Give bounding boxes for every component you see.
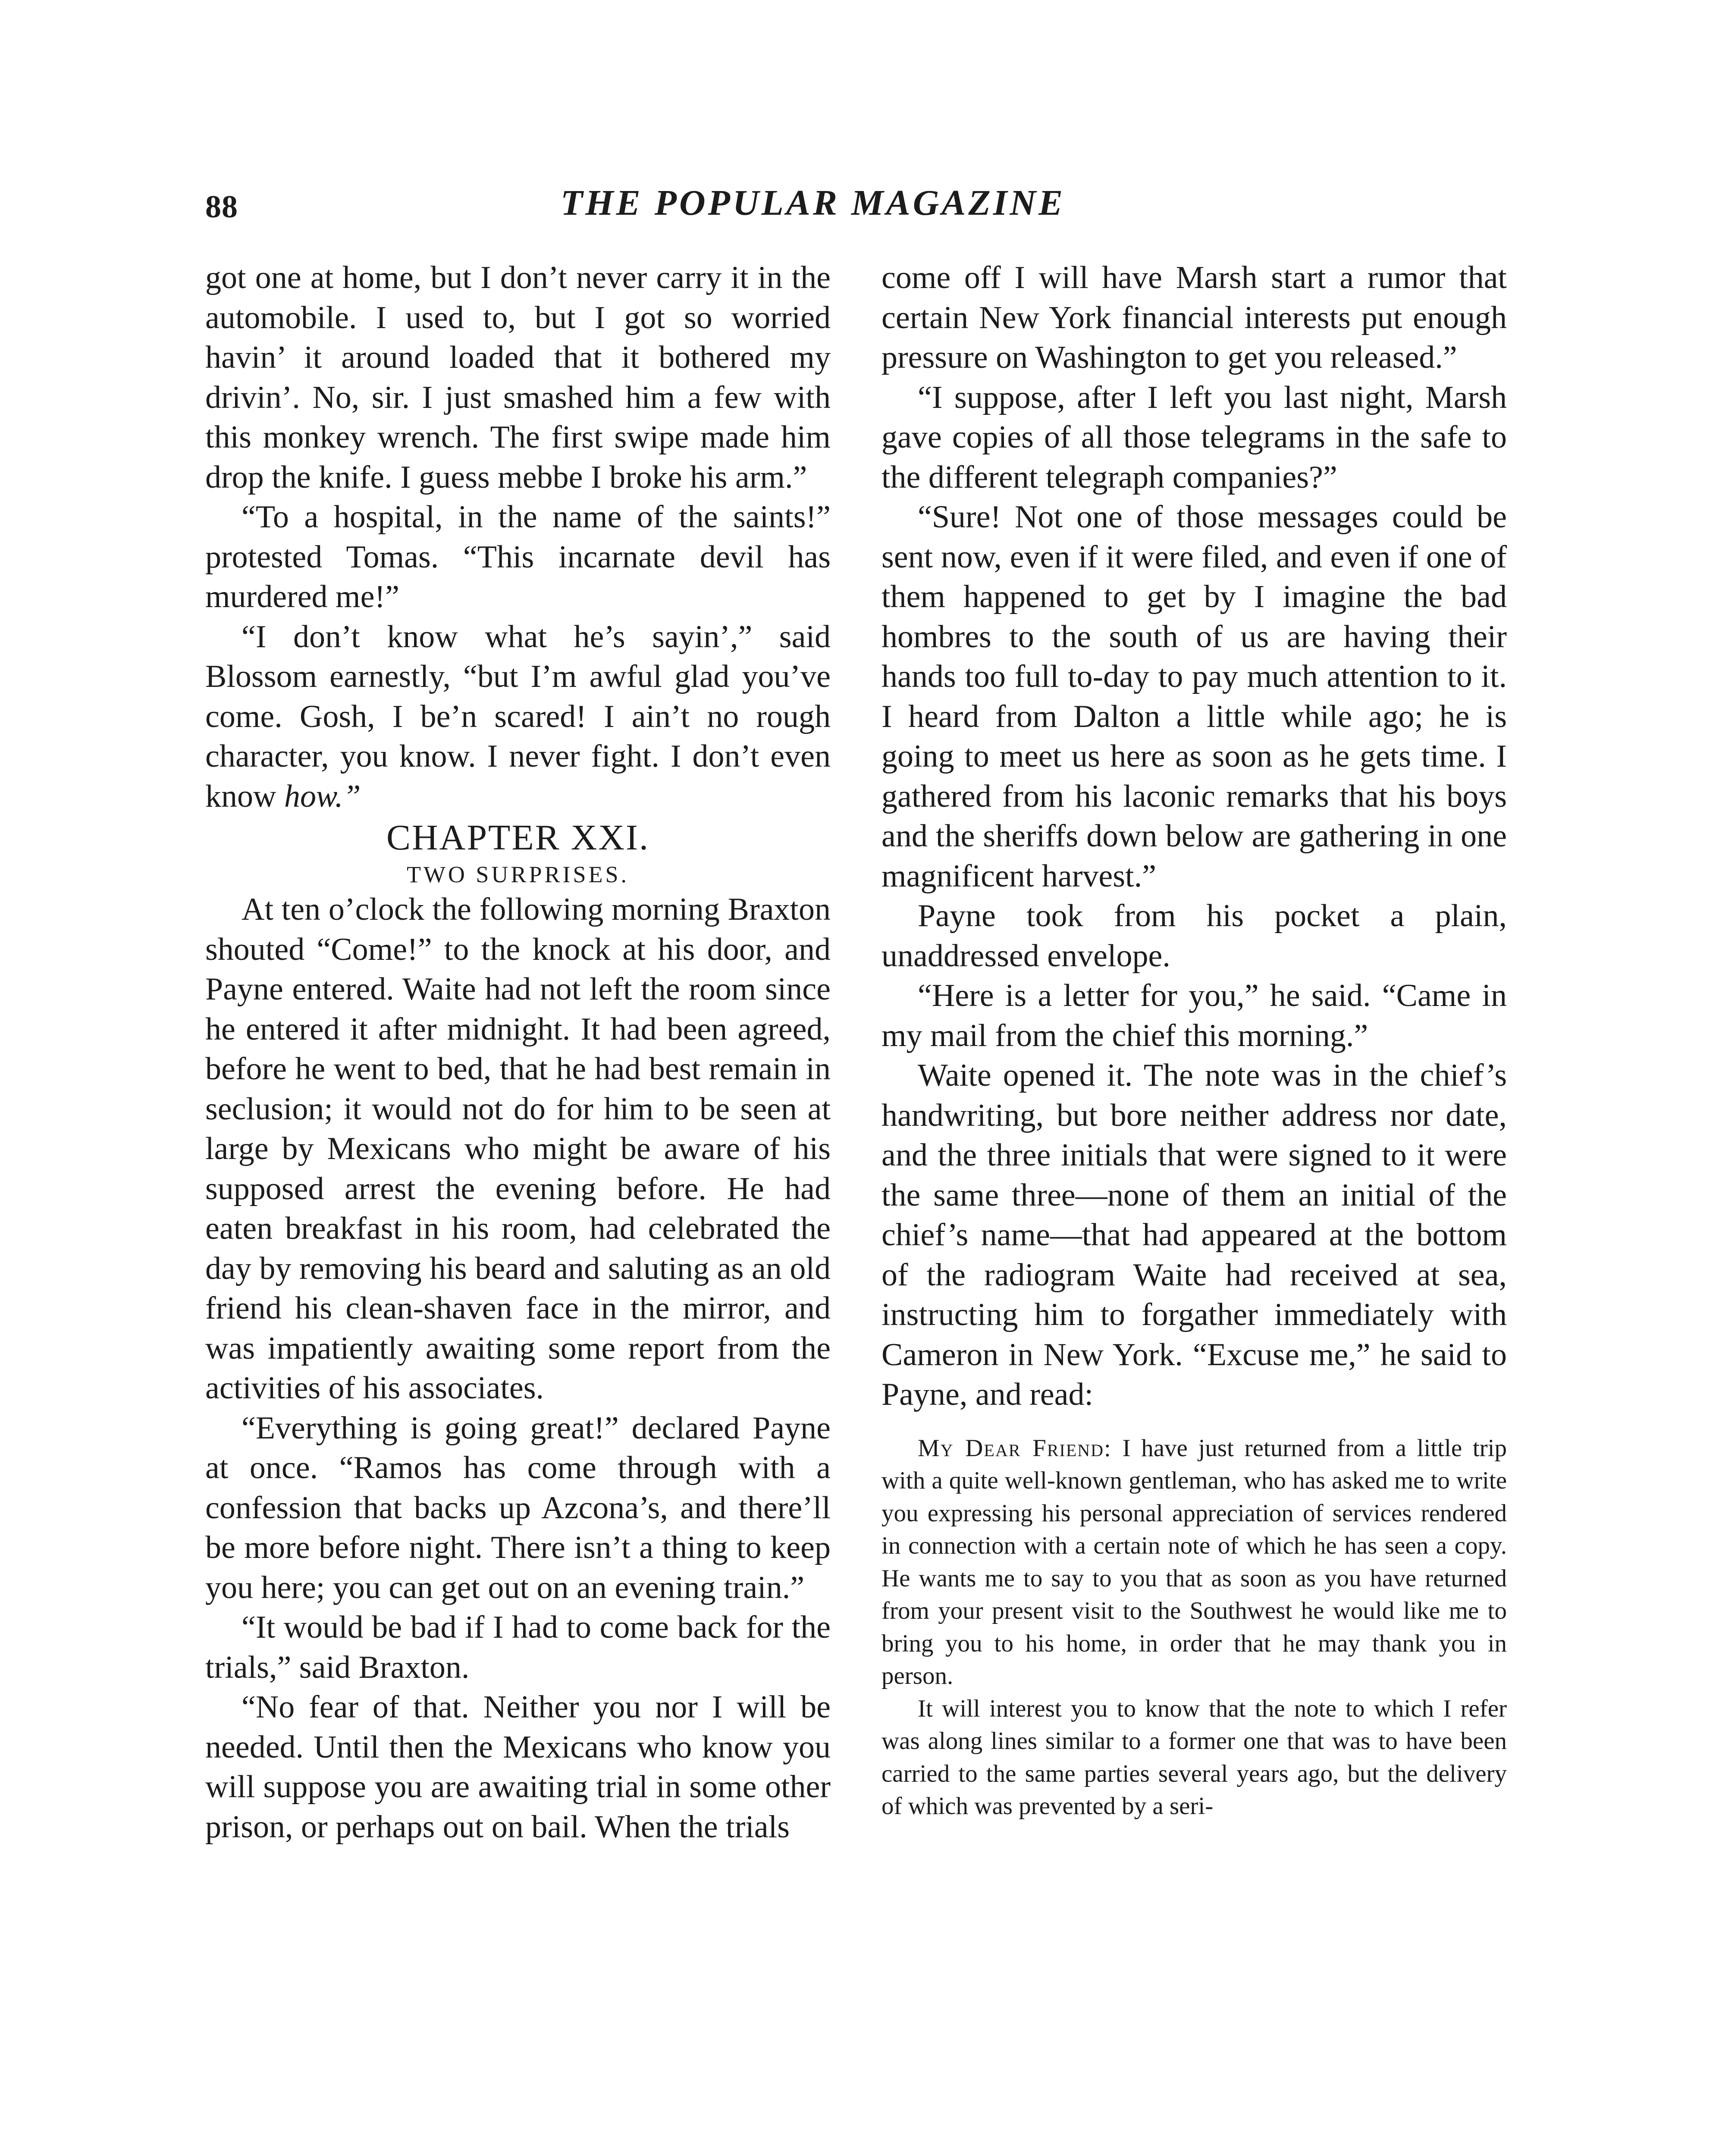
paragraph: come off I will have Marsh start a rumor that certain New York financial interests put enough pressure on Washington to get you released.” <box>881 260 1507 375</box>
paragraph: “It would be bad if I had to come back for the trials,” said Braxton. <box>205 1610 831 1685</box>
chapter-subtitle: TWO SURPRISES. <box>406 862 630 887</box>
left-column <box>205 258 831 1847</box>
paragraph: “Here is a letter for you,” he said. “Came in my mail from the chief this morning.” <box>881 978 1507 1053</box>
paragraph-text: “I don’t know what he’s sayin’,” said Blossom earnestly, “but I’m awful glad you’ve come. Gosh, I be’n scared! I ain’t no rough character, you know. I never fight. I don’t even know <box>205 619 831 814</box>
quoted-letter <box>881 1432 1507 1823</box>
running-title: THE POPULAR MAGAZINE <box>561 183 1066 223</box>
paragraph: “Sure! Not one of those messages could be sent now, even if it were filed, and even if one of them happened to get by I imagine the bad hombres to the south of us are having their hands too full to-day to pay much attention to it. I heard from Dalton a little while ago; he is going to meet us here as soon as he gets time. I gathered from his laconic remarks that his boys and the sheriffs down below are gathering in one magnificent harvest.” <box>881 499 1507 894</box>
paragraph: “To a hospital, in the name of the saints!” protested Tomas. “This incarnate devil has murdered me!” <box>205 499 831 614</box>
letter-salutation: My Dear Friend: <box>918 1434 1112 1462</box>
letter-paragraph <box>881 1432 1507 1692</box>
paragraph: “I suppose, after I left you last night, Marsh gave copies of all those telegrams in the safe to the different telegraph companies?” <box>881 379 1507 495</box>
paragraph: got one at home, but I don’t never carry it in the automobile. I used to, but I got so worried havin’ it around loaded that it bothered my drivin’. No, sir. I just smashed him a few with this monkey wrench. The first swipe made him drop the knife. I guess mebbe I broke his arm.” <box>205 260 831 495</box>
paragraph: Waite opened it. The note was in the chief’s handwriting, but bore neither address nor date, and the three initials that were signed to it were the same three—none of them an initial of the chief’s name—that had appeared at the bottom of the radiogram Waite had received at sea, instructing him to forgather immediately with Cameron in New York. “Excuse me,” he said to Payne, and read: <box>881 1058 1507 1412</box>
chapter-title: CHAPTER XXI. <box>386 818 649 858</box>
paragraph: Payne took from his pocket a plain, unaddressed envelope. <box>881 898 1507 974</box>
letter-text: I have just returned from a little trip with a quite well-known gentleman, who has asked me to write you expressing his personal appreciation of services rendered in connection with a certain note of which he has seen a copy. He wants me to say to you that as soon as you have returned from your present visit to the Southwest he would like me to bring you to his home, in order that he may thank you in person. <box>881 1434 1507 1689</box>
emphasis-text: how.” <box>284 778 361 814</box>
paragraph: “No fear of that. Neither you nor I will be needed. Until then the Mexicans who know you will suppose you are awaiting trial in some other prison, or perhaps out on bail. When the trials <box>205 1689 831 1845</box>
right-column <box>881 258 1507 1823</box>
paragraph: “Everything is going great!” declared Payne at once. “Ramos has come through with a confession that backs up Azcona’s, and there’ll be more before night. There isn’t a thing to keep you here; you can get out on an evening train.” <box>205 1410 831 1605</box>
letter-paragraph: It will interest you to know that the note to which I refer was along lines similar to a former one that was to have been carried to the same parties several years ago, but the delivery of which was prevented by a seri- <box>881 1695 1507 1820</box>
page-number: 88 <box>205 189 238 225</box>
paragraph: At ten o’clock the following morning Braxton shouted “Come!” to the knock at his door, and Payne entered. Waite had not left the room since he entered it after midnight. It had been agreed, before he went to bed, that he had best remain in seclusion; it would not do for him to be seen at large by Mexicans who might be aware of his supposed arrest the evening before. He had eaten breakfast in his room, had celebrated the day by removing his beard and saluting as an old friend his clean-shaven face in the mirror, and was impatiently awaiting some report from the activities of his associates. <box>205 892 831 1406</box>
paragraph <box>205 617 831 817</box>
